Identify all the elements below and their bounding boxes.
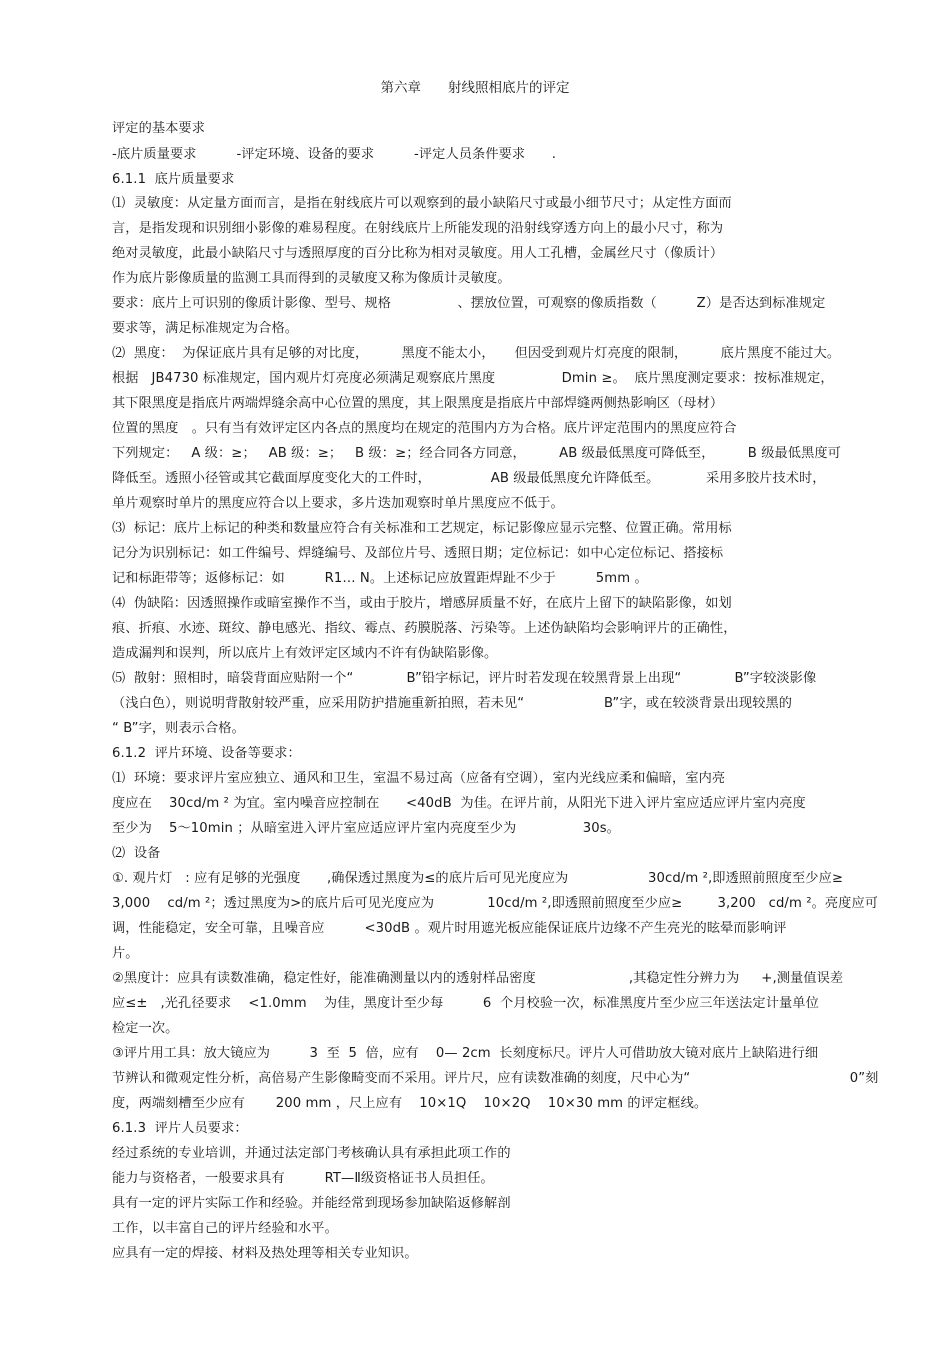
text-line: 调，性能稳定，安全可靠，且噪音应 <30dB 。观片时用遮光板应能保证底片边缘不产生亮光的眩晕而影响评 [112,921,787,936]
text-line: 造成漏判和误判，所以底片上有效评定区域内不许有伪缺陷影像。 [112,646,498,661]
text-line: 6.1.1 底片质量要求 [112,172,235,187]
text-line: ⑷ 伪缺陷：因透照操作或暗室操作不当，或由于胶片，增感屏质量不好，在底片上留下的缺陷影像，如划 [112,596,732,611]
text-line: 根据 JB4730 标准规定，国内观片灯亮度必须满足观察底片黑度 Dmin ≥。 底片黑度测定要求：按标准规定， [112,371,834,386]
text-line: 单片观察时单片的黑度应符合以上要求，多片迭加观察时单片黑度应不低于。 [112,496,564,511]
text-line: 度应在 30cd/m ² 为宜。室内噪音应控制在 <40dB 为佳。在评片前，从阳光下进入评片室应适应评片室内亮度 [112,796,806,811]
text-line: 记分为识别标记：如工件编号、焊缝编号、及部位片号、透照日期；定位标记：如中心定位标记、搭接标 [112,546,724,561]
text-line: 经过系统的专业培训，并通过法定部门考核确认具有承担此项工作的 [112,1146,511,1161]
text-line: 要求：底片上可识别的像质计影像、型号、规格 、摆放位置，可观察的像质指数（ Z）是否达到标准规定 [112,296,826,311]
text-line: ①. 观片灯 : 应有足够的光强度 ,确保透过黑度为≤的底片后可见光度应为 30cd/m ²,即透照前照度至少应≥ [112,871,844,886]
text-line: 片。 [112,946,139,961]
text-line: 检定一次。 [112,1021,179,1036]
text-line: 降低至。透照小径管或其它截面厚度变化大的工件时， AB 级最低黑度允许降低至。 采用多胶片技术时， [112,471,826,486]
text-line: 痕、折痕、水迹、斑纹、静电感光、指纹、霉点、药膜脱落、污染等。上述伪缺陷均会影响评片的正确性， [112,621,737,636]
text-line: 其下限黑度是指底片两端焊缝余高中心位置的黑度，其上限黑度是指底片中部焊缝两侧热影响区（母材） [112,396,724,411]
text-line: 应≤± ,光孔径要求 <1.0mm 为佳，黑度计至少每 6 个月校验一次，标准黑度片至少应三年送法定计量单位 [112,996,819,1011]
text-line: 6.1.2 评片环境、设备等要求： [112,746,301,761]
text-line: 具有一定的评片实际工作和经验。并能经常到现场参加缺陷返修解剖 [112,1196,511,1211]
text-line: 要求等，满足标准规定为合格。 [112,321,299,336]
text-line: 工作，以丰富自己的评片经验和水平。 [112,1221,338,1236]
text-line: ⑴ 环境：要求评片室应独立、通风和卫生，室温不易过高（应备有空调），室内光线应柔和偏暗，室内亮 [112,771,726,786]
text-line: 度，两端刻槽至少应有 200 mm ，尺上应有 10×1Q 10×2Q 10×30 mm 的评定框线。 [112,1096,708,1111]
text-line: 6.1.3 评片人员要求： [112,1121,248,1136]
text-line: 位置的黑度 。只有当有效评定区内各点的黑度均在规定的范围内方为合格。底片评定范围内的黑度应符合 [112,421,737,436]
text-line: -底片质量要求 -评定环境、设备的要求 -评定人员条件要求 . [112,147,557,162]
text-line: 能力与资格者，一般要求具有 RT—Ⅱ级资格证书人员担任。 [112,1171,494,1186]
text-line: ③评片用工具：放大镜应为 3 至 5 倍，应有 0— 2cm 长刻度标尺。评片人可借助放大镜对底片上缺陷进行细 [112,1046,819,1061]
text-line: 作为底片影像质量的监测工具而得到的灵敏度又称为像质计灵敏度。 [112,271,511,286]
text-line: ⑵ 黑度： 为保证底片具有足够的对比度， 黑度不能太小， 但因受到观片灯亮度的限制， 底片黑度不能过大。 [112,346,841,361]
text-line: 节辨认和微观定性分析，高倍易产生影像畸变而不采用。评片尺，应有读数准确的刻度，尺中心为“ 0”刻 [112,1071,879,1086]
text-line: 3,000 cd/m ²；透过黑度为>的底片后可见光度应为 10cd/m ²,即透照前照度至少应≥ 3,200 cd/m ²。亮度应可 [112,896,879,911]
text-line: ⑵ 设备 [112,846,161,861]
text-line: ⑸ 散射：照相时，暗袋背面应贴附一个“ B”铅字标记，评片时若发现在较黑背景上出现“ B”字较淡影像 [112,671,817,686]
text-line: 至少为 5～10min ；从暗室进入评片室应适应评片室内亮度至少为 30s。 [112,821,620,836]
text-line: ⑶ 标记：底片上标记的种类和数量应符合有关标准和工艺规定，标记影像应显示完整、位置正确。常用标 [112,521,732,536]
text-line: 绝对灵敏度，此最小缺陷尺寸与透照厚度的百分比称为相对灵敏度。用人工孔槽，金属丝尺寸（像质计） [112,246,724,261]
text-line: 记和标距带等；返修标记：如 R1… N。上述标记应放置距焊趾不少于 5mm 。 [112,571,648,586]
text-line: 应具有一定的焊接、材料及热处理等相关专业知识。 [112,1246,418,1261]
text-line: ②黑度计：应具有读数准确，稳定性好，能准确测量以内的透射样品密度 ,其稳定性分辨力为 +,测量值误差 [112,971,844,986]
text-line: 评定的基本要求 [112,121,206,136]
page-title: 第六章 射线照相底片的评定 [380,80,570,96]
text-line: “ B”字，则表示合格。 [112,721,245,736]
text-line: （浅白色），则说明背散射较严重，应采用防护措施重新拍照，若未见“ B”字，或在较淡背景出现较黑的 [112,696,793,711]
text-line: 下列规定： A 级：≥； AB 级：≥； B 级：≥；经合同各方同意， AB 级最低黑度可降低至， B 级最低黑度可 [112,446,841,461]
text-line: ⑴ 灵敏度：从定量方面而言，是指在射线底片可以观察到的最小缺陷尺寸或最小细节尺寸；从定性方面而 [112,196,732,211]
text-line: 言，是指发现和识别细小影像的难易程度。在射线底片上所能发现的沿射线穿透方向上的最小尺寸，称为 [112,221,724,236]
